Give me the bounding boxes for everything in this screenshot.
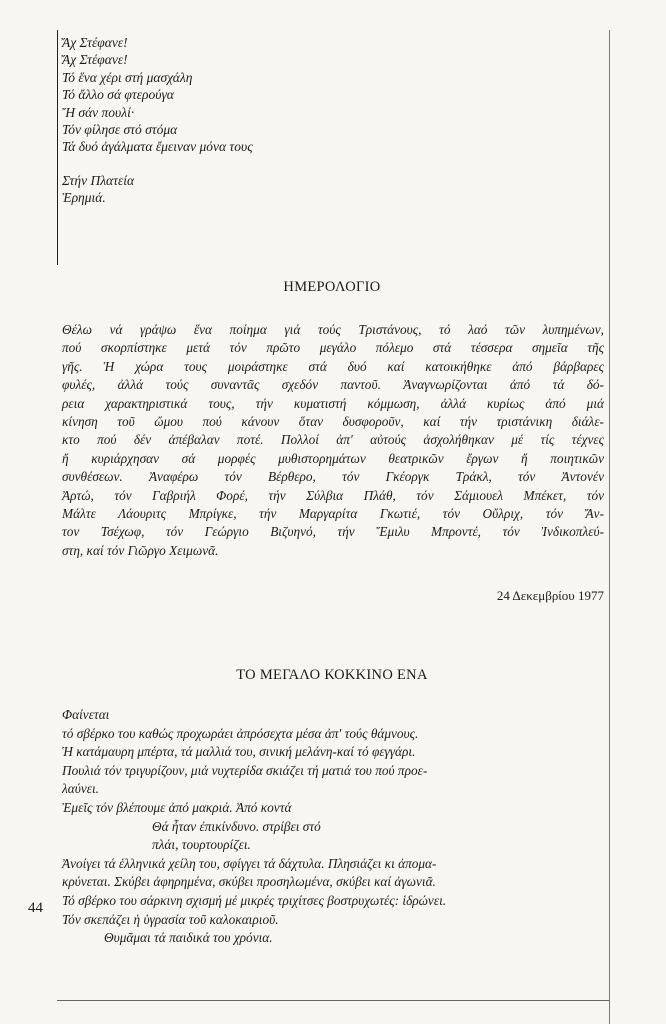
poem-line: Πουλιά τόν τριγυρίζουν, μιά νυχτερίδα σκιάζει τή ματιά του πού προε- bbox=[62, 762, 428, 778]
right-margin-rule bbox=[609, 30, 610, 1024]
prose-line: Θέλω νά γράψω ἕνα ποίημα γιά τούς Τριστάνους, τό λαό τῶν λυπημένων, bbox=[62, 322, 604, 337]
prose-line: στη, καί τόν Γιῶργο Χειμωνᾶ. bbox=[62, 542, 219, 558]
poem-line: Τό ἕνα χέρι στή μασχάλη bbox=[62, 69, 193, 85]
poem-line: Ἄχ Στέφανε! bbox=[62, 52, 128, 68]
poem-line: Τό σβέρκο του σάρκινη σχισμή μέ μικρές τριχίτσες βοστρυχωτές: ἱδρώνει. bbox=[62, 892, 447, 908]
poem-line: Τό ἄλλο σά φτερούγα bbox=[62, 87, 174, 103]
poem-line: Ἐμεῖς τόν βλέπουμε ἀπό μακριά. Ἀπό κοντά bbox=[62, 799, 292, 815]
poem-line: Ἤ σάν πουλί· bbox=[62, 104, 135, 120]
stanza-gap bbox=[62, 156, 582, 172]
prose-line: πού σκορπίστηκε μετά τόν πρῶτο μεγάλο πόλεμο στά τέσσερα σημεῖα τῆς bbox=[62, 340, 604, 356]
prose-line: τον Τσέχωφ, τόν Γεώργιο Βιζυηνό, τήν Ἔμιλυ Μπροντέ, τόν Ἰνδικοπλεύ- bbox=[62, 524, 604, 540]
poem-line: Τόν σκεπάζει ἡ ὑγρασία τοῦ καλοκαιριοῦ. bbox=[62, 911, 279, 927]
big-red-one-poem bbox=[62, 706, 604, 948]
poem-line: τό σβέρκο του καθώς προχωράει ἀπρόσεχτα μέσα ἀπ' τούς θάμνους. bbox=[62, 725, 419, 741]
poem-line: Ἐρημιά. bbox=[62, 190, 106, 206]
poem-line: Στήν Πλατεία bbox=[62, 172, 135, 188]
poem-line: Ἡ κατάμαυρη μπέρτα, τά μαλλιά του, σινική μελάνη-καί τό φεγγάρι. bbox=[62, 744, 416, 760]
poem-line: πλάι, τουρτουρίζει. bbox=[152, 837, 251, 853]
prose-line: συνθέσεων. Ἀναφέρω τόν Βέρθερο, τόν Γκέοργκ Τράκλ, τόν Ἀντονέν bbox=[62, 469, 604, 485]
poem-line: Τόν φίλησε στό στόμα bbox=[62, 122, 178, 138]
diary-date: 24 Δεκεμβρίου 1977 bbox=[496, 588, 604, 603]
section-title-big-red-one: ΤΟ ΜΕΓΑΛΟ ΚΟΚΚΙΝΟ ΕΝΑ bbox=[236, 667, 428, 683]
bottom-margin-rule bbox=[57, 1000, 610, 1001]
poem-line: Ἄχ Στέφανε! bbox=[62, 35, 128, 50]
left-margin-rule bbox=[57, 30, 58, 265]
poem-line: Θυμᾶμαι τά παιδικά του χρόνια. bbox=[104, 930, 273, 946]
poem-line: Ἀνοίγει τά ἑλληνικά χείλη του, σφίγγει τά δάχτυλα. Πλησιάζει κι ἀπομα- bbox=[62, 855, 437, 871]
prose-line: ἤ κυριάρχησαν σά μορφές μυθιστορημάτων θεατρικῶν ἔργων ἤ ποιητικῶν bbox=[62, 450, 604, 466]
prose-line: Ἀρτώ, τόν Γαβριήλ Φορέ, τήν Σύλβια Πλάθ, τόν Σάμιουελ Μπέκετ, τόν bbox=[62, 487, 604, 503]
poem-line: Φαίνεται bbox=[62, 707, 110, 722]
diary-prose bbox=[62, 321, 604, 560]
prose-line: γῆς. Ἡ χώρα τους μοιράστηκε στά δυό καί κατοικήθηκε ἀπό βάρβαρες bbox=[62, 358, 604, 374]
poem-line: Θά ἦταν ἐπικίνδυνο. στρίβει στό bbox=[152, 818, 321, 834]
page-number: 44 bbox=[28, 900, 43, 916]
prose-line: ρεια χαρακτηριστικά τους, τήν κυματιστή κόμμωση, ἀλλά κυρίως ἀπό μιά bbox=[62, 395, 604, 411]
prose-line: κίνηση τοῦ ὤμου πού κάνουν ὅταν δυσφοροῦν, καί τήν τριστάνικη διάλε- bbox=[62, 414, 604, 430]
section-title-diary: ΗΜΕΡΟΛΟΓΙΟ bbox=[283, 279, 381, 295]
prose-line: κτο πού δέν ἀπέβαλαν ποτέ. Πολλοί ἀπ' αὐτούς ἀσχολήθηκαν μέ τίς τέχνες bbox=[62, 432, 604, 448]
poem-top bbox=[62, 34, 582, 207]
prose-line: Μάλτε Λάουριτς Μπρίγκε, τήν Μαργαρίτα Γκωτιέ, τόν Οὔλριχ, τόν Ἄν- bbox=[62, 506, 604, 522]
poem-line: λαύνει. bbox=[62, 781, 100, 797]
poem-line: Τά δυό ἀγάλματα ἔμειναν μόνα τους bbox=[62, 139, 253, 155]
poem-line: κρύνεται. Σκύβει ἀφηρημένα, σκύβει προσηλωμένα, σκύβει καί ἀγωνιᾶ. bbox=[62, 874, 436, 890]
prose-line: φυλές, ἀλλά τούς συναντᾶς σχεδόν παντοῦ. Ἀναγνωρίζονται ἀπό τά δό- bbox=[62, 377, 604, 393]
